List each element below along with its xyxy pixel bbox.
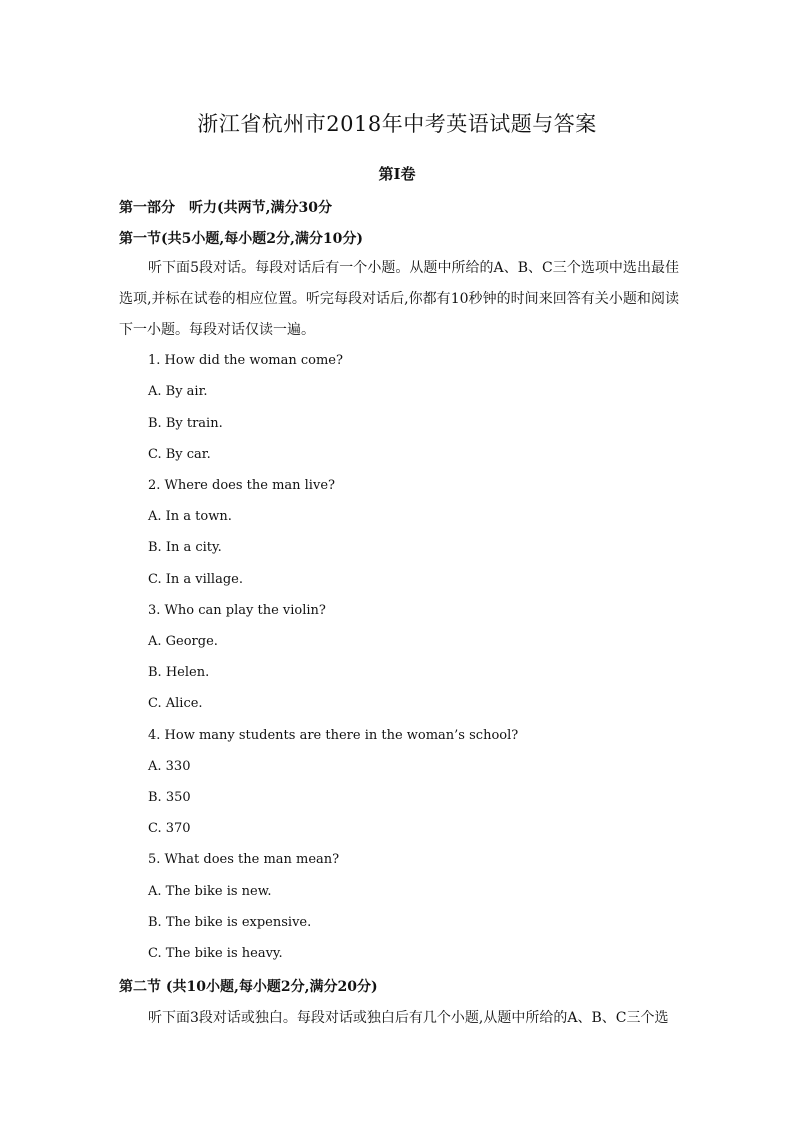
question-1-stem: 1. How did the woman come?: [148, 353, 343, 368]
question-4-option-b: B. 350: [148, 790, 191, 805]
question-4-stem: 4. How many students are there in the woman’s school?: [148, 728, 519, 743]
question-1-option-c: C. By car.: [148, 447, 211, 462]
section2-heading: 第二节 (共10小题,每小题2分,满分20分): [119, 979, 378, 995]
question-1-option-b: B. By train.: [148, 416, 223, 431]
question-4-option-a: A. 330: [148, 759, 191, 774]
volume-label: 第I卷: [378, 165, 416, 183]
question-5-option-a: A. The bike is new.: [148, 884, 272, 899]
question-3-stem: 3. Who can play the violin?: [148, 603, 326, 618]
part1-heading: 第一部分 听力(共两节,满分30分: [119, 200, 332, 216]
question-2-stem: 2. Where does the man live?: [148, 478, 335, 493]
question-3-option-c: C. Alice.: [148, 696, 203, 711]
question-5-option-b: B. The bike is expensive.: [148, 915, 312, 930]
question-5-stem: 5. What does the man mean?: [148, 852, 340, 867]
section1-instructions: 听下面5段对话。每段对话后有一个小题。从题中所给的A、B、C三个选项中选出最佳选项,并标在试卷的相应位置。听完每段对话后,你都有10秒钟的时间来回答有关小题和阅读下一小题。每段对话仅读一遍。: [119, 260, 679, 338]
question-3-option-b: B. Helen.: [148, 665, 210, 680]
question-2-option-a: A. In a town.: [148, 509, 232, 524]
question-5-option-c: C. The bike is heavy.: [148, 946, 283, 961]
section2-instructions: 听下面3段对话或独白。每段对话或独白后有几个小题,从题中所给的A、B、C三个选: [148, 1010, 669, 1026]
question-2-option-b: B. In a city.: [148, 540, 222, 555]
section1-heading: 第一节(共5小题,每小题2分,满分10分): [119, 231, 363, 247]
question-3-option-a: A. George.: [148, 634, 218, 649]
question-2-option-c: C. In a village.: [148, 572, 243, 587]
document-title: 浙江省杭州市2018年中考英语试题与答案: [197, 112, 597, 136]
question-1-option-a: A. By air.: [148, 384, 208, 399]
question-4-option-c: C. 370: [148, 821, 191, 836]
